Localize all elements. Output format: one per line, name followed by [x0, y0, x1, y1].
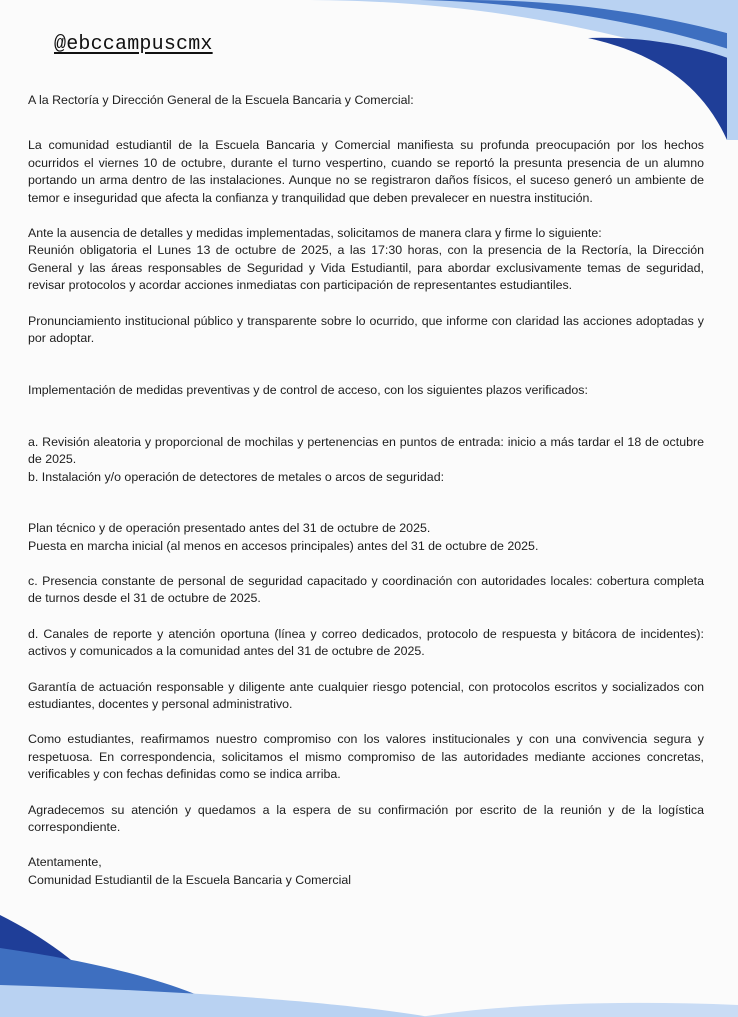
- measures-intro: Implementación de medidas preventivas y de control de acceso, con los siguientes plazos verificados:: [28, 383, 588, 398]
- measure-item-c: c. Presencia constante de personal de seguridad capacitado y coordinación con autoridades locales: cobertura completa de turnos desde el 31 de octubre de 2025.: [28, 573, 704, 606]
- measure-item-b: b. Instalación y/o operación de detectores de metales o arcos de seguridad:: [28, 469, 445, 484]
- closing: Atentamente,: [28, 855, 102, 870]
- pronouncement-request: Pronunciamiento institucional público y transparente sobre lo ocurrido, que informe con claridad las acciones adoptadas y por adoptar.: [28, 313, 704, 346]
- plan-rollout: Puesta en marcha inicial (al menos en accesos principales) antes del 31 de octubre de 2025.: [28, 538, 539, 553]
- thanks-paragraph: Agradecemos su atención y quedamos a la espera de su confirmación por escrito de la reunión y de la logística correspondiente.: [28, 802, 704, 834]
- meeting-request: Reunión obligatoria el Lunes 13 de octubre de 2025, a las 17:30 horas, con la presencia de la Rectoría, la Dirección General y las áreas responsables de Seguridad y Vida Estudiantil, para abordar exclusivamente temas de seguridad, revisar protocolos y acordar acciones inmediatas con participación de representantes estudiantiles.: [28, 243, 704, 293]
- request-intro: Ante la ausencia de detalles y medidas implementadas, solicitamos de manera clara y firme lo siguiente:: [28, 226, 602, 241]
- commitment-paragraph: Como estudiantes, reafirmamos nuestro compromiso con los valores institucionales y con una convivencia segura y respetuosa. En correspondencia, solicitamos el mismo compromiso de las autoridades mediante acciones concretas, verificables y con fechas definidas como se indica arriba.: [28, 732, 704, 782]
- intro-paragraph: La comunidad estudiantil de la Escuela Bancaria y Comercial manifiesta su profunda preocupación por los hechos ocurridos el viernes 10 de octubre, durante el turno vespertino, cuando se reportó la presunta presencia de un alumno portando un arma dentro de las instalaciones. Aunque no se registraron daños físicos, el suceso generó un ambiente de temor e inseguridad que afecta la confianza y tranquilidad que deben prevalecer en nuestra institución.: [28, 138, 704, 205]
- bottom-light-wave: [0, 985, 430, 1017]
- measure-item-a: a. Revisión aleatoria y proporcional de mochilas y pertenencias en puntos de entrada: inicio a más tardar el 18 de octubre de 2025.: [28, 434, 704, 467]
- top-right-edge: [727, 0, 738, 140]
- signature: Comunidad Estudiantil de la Escuela Bancaria y Comercial: [28, 872, 352, 887]
- bottom-right-light: [420, 1003, 738, 1017]
- guarantee-paragraph: Garantía de actuación responsable y diligente ante cualquier riesgo potencial, con protocolos escritos y socializados con estudiantes, docentes y personal administrativo.: [28, 679, 704, 711]
- letter-body: [28, 92, 704, 889]
- instagram-handle: @ebccampuscmx: [54, 33, 213, 56]
- plan-technical: Plan técnico y de operación presentado antes del 31 de octubre de 2025.: [28, 521, 431, 536]
- measure-item-d: d. Canales de reporte y atención oportuna (línea y correo dedicados, protocolo de respuesta y bitácora de incidentes): activos y comunicados a la comunidad antes del 31 de octubre de 2025.: [28, 626, 704, 659]
- salutation: A la Rectoría y Dirección General de la Escuela Bancaria y Comercial:: [28, 93, 414, 107]
